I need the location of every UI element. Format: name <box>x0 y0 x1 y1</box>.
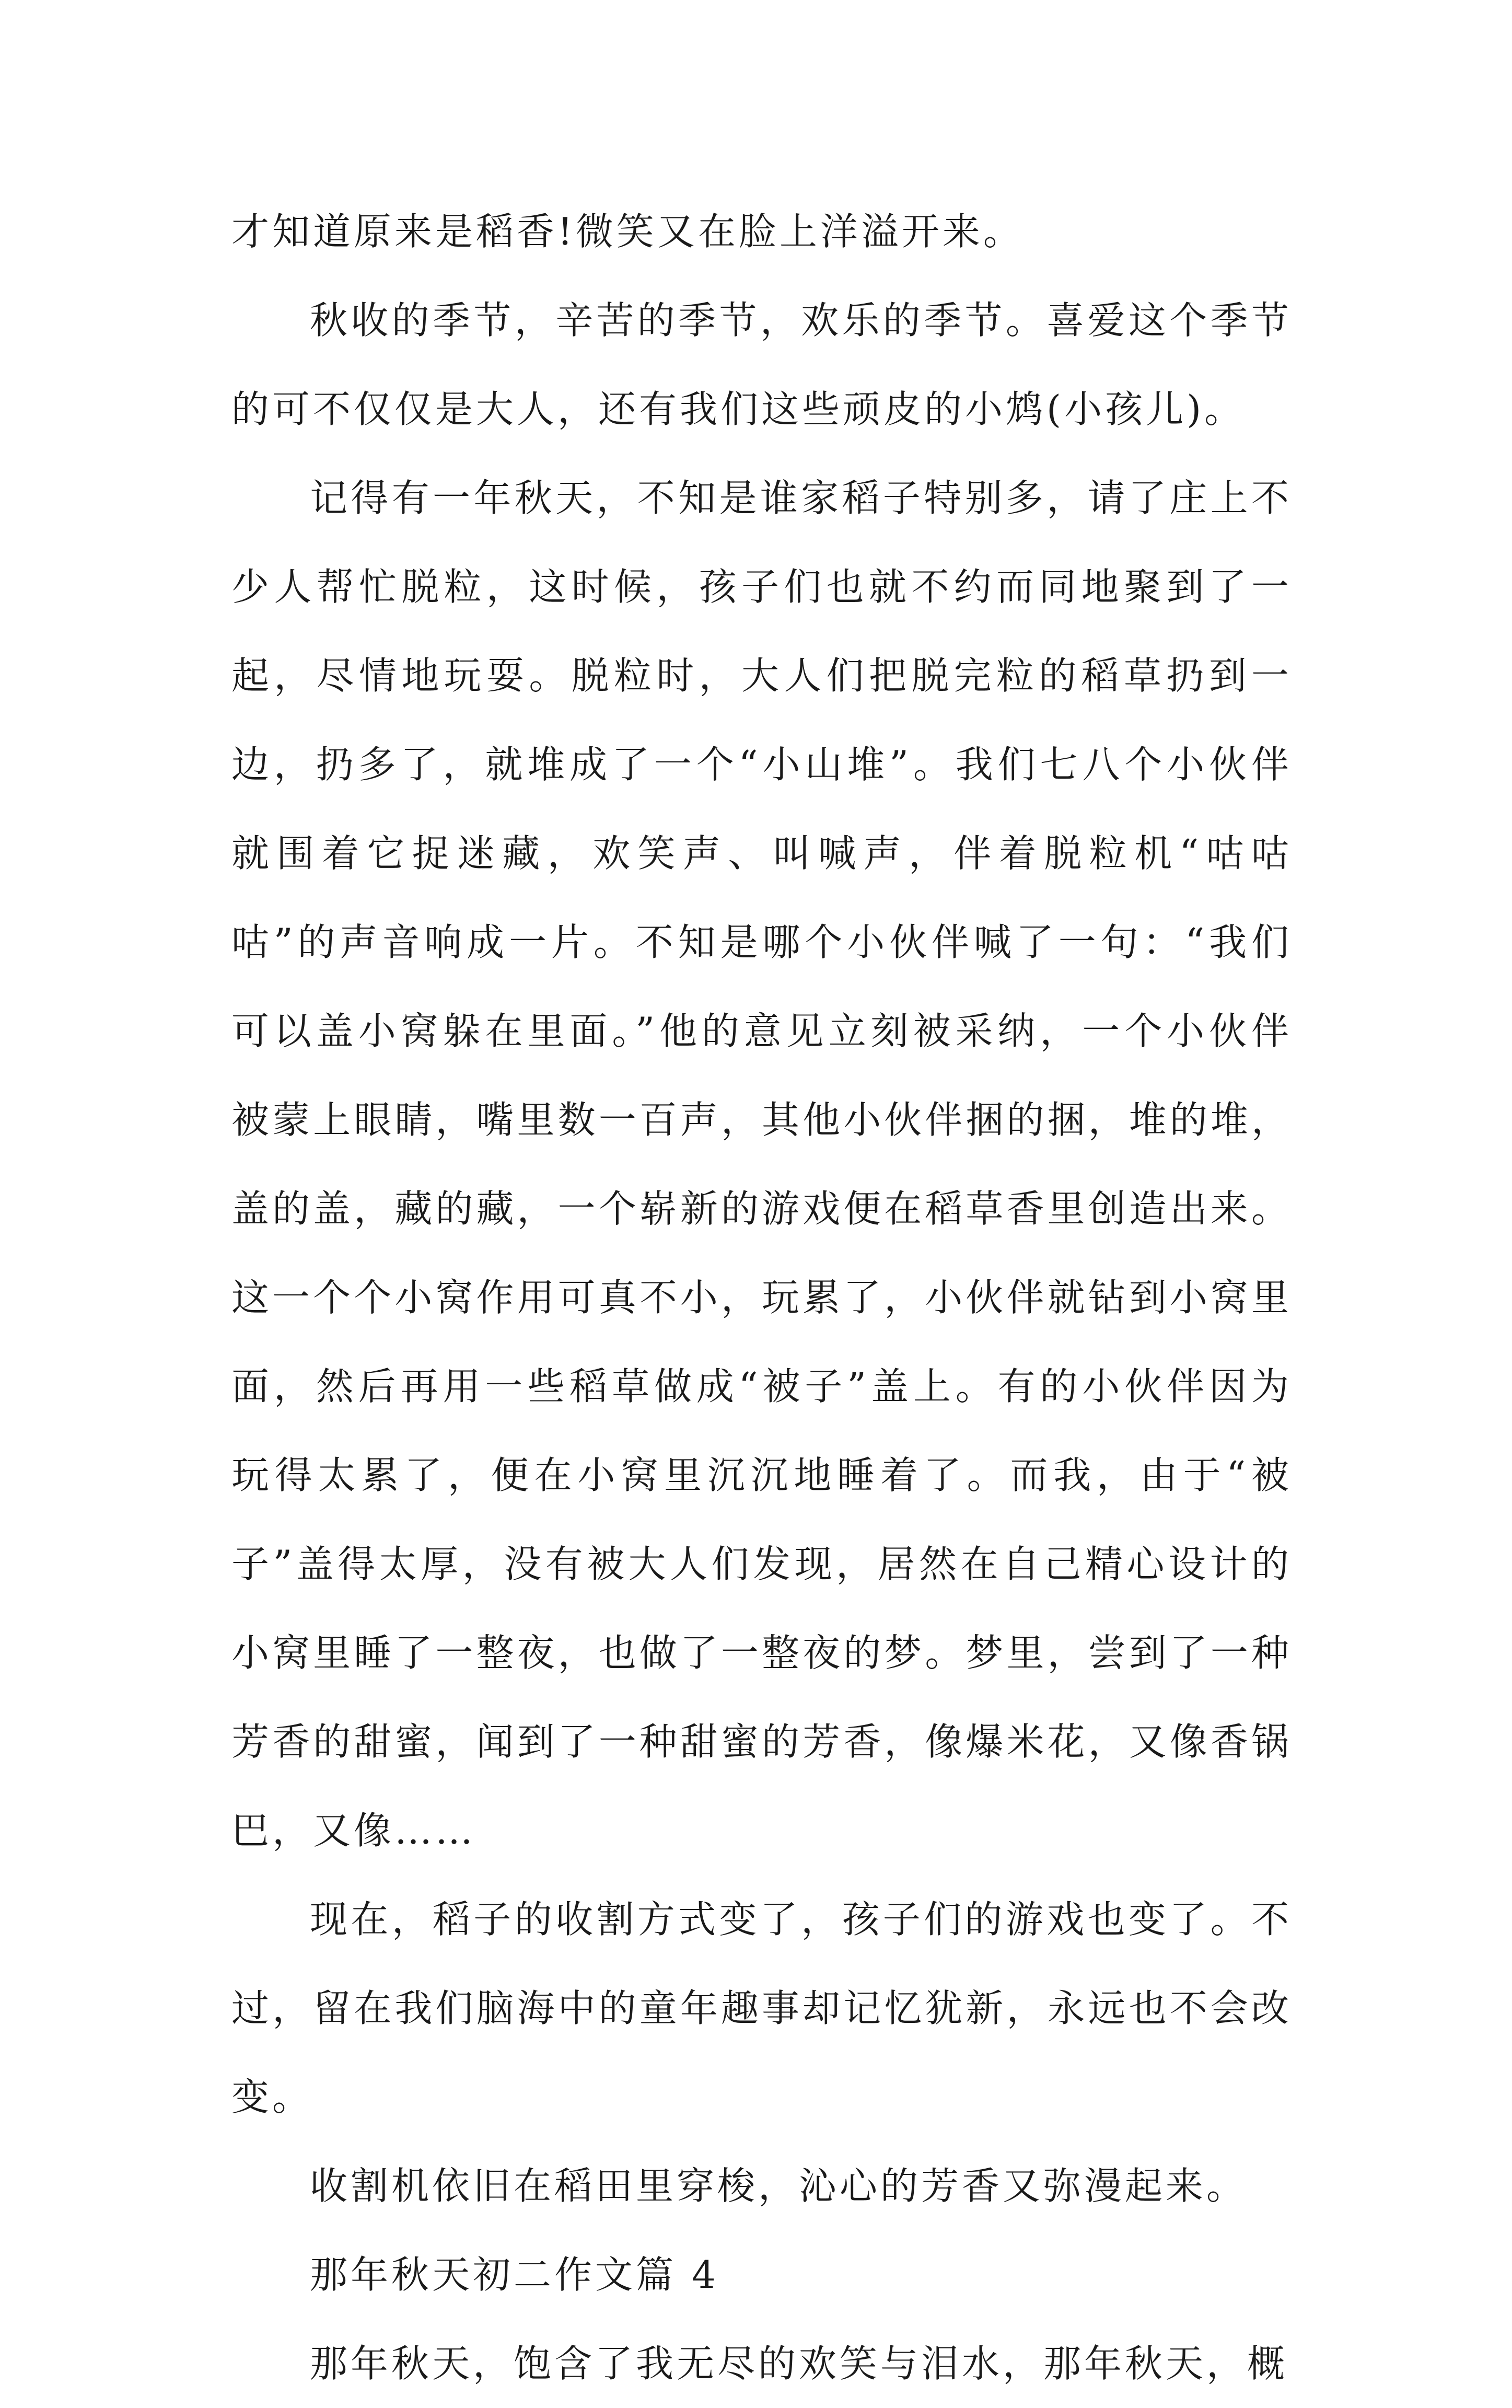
paragraph-memory-story: 记得有一年秋天，不知是谁家稻子特别多，请了庄上不少人帮忙脱粒，这时候，孩子们也就不约而同地聚到了一起，尽情地玩耍。脱粒时，大人们把脱完粒的稻草扔到一边，扔多了，就堆成了一个“小山堆”。我们七八个小伙伴就围着它捉迷藏，欢笑声、叫喊声，伴着脱粒机“咕咕咕”的声音响成一片。不知是哪个小伙伴喊了一句：“我们可以盖小窝躲在里面。”他的意见立刻被采纳，一个小伙伴被蒙上眼睛，嘴里数一百声，其他小伙伴捆的捆，堆的堆，盖的盖，藏的藏，一个崭新的游戏便在稻草香里创造出来。这一个个小窝作用可真不小，玩累了，小伙伴就钻到小窝里面，然后再用一些稻草做成“被子”盖上。有的小伙伴因为玩得太累了，便在小窝里沉沉地睡着了。而我，由于“被子”盖得太厚，没有被大人们发现，居然在自己精心设计的小窝里睡了一整夜，也做了一整夜的梦。梦里，尝到了一种芳香的甜蜜，闻到了一种甜蜜的芳香，像爆米花，又像香锅巴，又像…… <box>231 476 1292 1853</box>
section-heading: 那年秋天初二作文篇 4 <box>310 2253 719 2297</box>
paragraph-continuation: 才知道原来是稻香!微笑又在脸上洋溢开来。 <box>231 210 1024 253</box>
paragraph-harvester: 收割机依旧在稻田里穿梭，沁心的芳香又弥漫起来。 <box>310 2164 1248 2208</box>
paragraph-next-article: 那年秋天，饱含了我无尽的欢笑与泪水，那年秋天，概 <box>310 2342 1288 2386</box>
paragraph-autumn-season: 秋收的季节，辛苦的季节，欢乐的季节。喜爱这个季节的可不仅仅是大人，还有我们这些顽皮的小鸩(小孩儿)。 <box>231 298 1292 431</box>
paragraph-change: 现在，稻子的收割方式变了，孩子们的游戏也变了。不过，留在我们脑海中的童年趣事却记忆犹新，永远也不会改变。 <box>231 1897 1292 2119</box>
article-body <box>231 187 1292 2408</box>
